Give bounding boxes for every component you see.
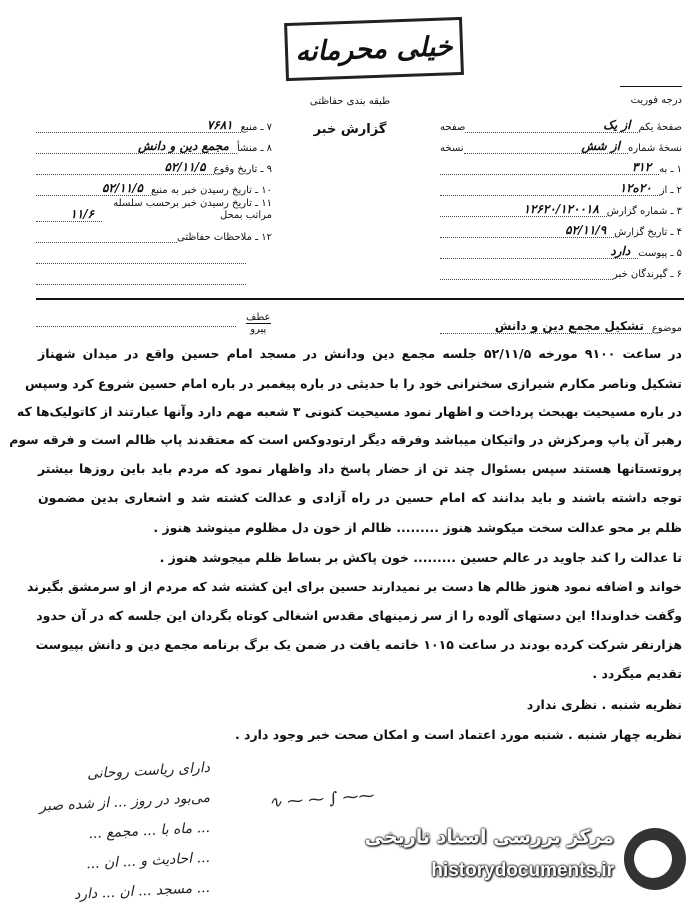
field-label: ۵ ـ پیوست (638, 248, 682, 259)
subject-value: تشکیل مجمع دین و دانش (440, 319, 652, 334)
right-fields (440, 112, 682, 299)
form-field (36, 154, 272, 175)
field-value (36, 242, 177, 243)
assessment-note: نظریه شنبه . نظری ندارد (526, 697, 682, 712)
form-field (440, 175, 682, 196)
ref-top: عطف (246, 312, 271, 323)
field-label: ۱۰ ـ تاریخ رسیدن خبر به منبع (150, 185, 272, 196)
body-line: رهبر آن پاپ ومرکزش در واتیکان میباشد وفرقه دیگر ارتودوکس است که معتقدند پاپ ظالم است و فرقه سوم (9, 432, 682, 447)
field-value: ۵۲/۱۱/۵ (36, 181, 151, 196)
field-label: ۹ ـ تاریخ وقوع (213, 164, 272, 175)
field-label: ۶ ـ گیرندگان خبر (612, 269, 682, 280)
field-label: ۱۲ ـ ملاحظات حفاظتی (177, 232, 272, 243)
form-field (440, 133, 682, 154)
subject-field (440, 316, 682, 334)
form-field (36, 112, 272, 133)
body-line: در باره مسیحیت بهبحث پرداخت و اظهار نمود مسیحیت کنونی ۳ شعبه مهم دارد وآنها عبارتند از کاتولیک‌ها که (16, 404, 682, 419)
field-value: ۱۱/۶ (36, 207, 102, 222)
subject-label: موضوع (651, 323, 682, 334)
blank-line (440, 280, 655, 299)
field-label: ۱۱ ـ تاریخ رسیدن خبر برحسب سلسله مراتب بمحل (113, 198, 272, 221)
handwritten-notes (10, 758, 210, 908)
field-value: ۵۲/۱۱/۵ (36, 160, 214, 175)
field-value: ۵۲/۱۱/۹ (440, 223, 614, 238)
header-divider (36, 298, 684, 300)
watermark-site: historydocuments.ir (431, 860, 614, 881)
form-field (440, 154, 682, 175)
body-line: هزارنفر شرکت کرده بودند در ساعت ۱۰۱۵ خاتمه یافت در ضمن یک برگ برنامه مجمع دین و دانش بپیوست (35, 637, 682, 652)
form-field (36, 175, 272, 196)
body-line: در ساعت ۹۱۰۰ مورخه ۵۲/۱۱/۵ جلسه مجمع دین ودانش در مسجد امام حسین واقع در میدان شهناز (38, 346, 682, 361)
form-field (440, 217, 682, 238)
signature: ⁓⁓ ∫ ⁓ ⁓ ∿ (267, 785, 376, 812)
field-label: صفحهٔ یکم (638, 122, 682, 133)
form-field (36, 196, 272, 222)
form-field (440, 238, 682, 259)
body-line: خواند و اضافه نمود هنوز ظالم ها دست بر نمیدارند حسین برای این کشته شد که مردم از او سرمشق بگیرند (26, 579, 682, 594)
form-field (36, 222, 272, 243)
field-label: نسخهٔ شماره (628, 143, 682, 154)
form-field (440, 112, 682, 133)
field-value: دارد (440, 244, 638, 259)
field-suffix: صفحه (440, 122, 466, 133)
left-fields (36, 112, 272, 285)
watermark-logo-icon (624, 828, 686, 890)
stamp-text: خیلی محرمانه (294, 30, 454, 68)
handwritten-line: ... احادیث و ... ان ... (85, 849, 211, 873)
field-value (440, 279, 613, 280)
form-field (440, 196, 682, 217)
form-field (440, 259, 682, 280)
body-line: تا عدالت را کند جاوید در عالم حسین ......... خون پاکش بر بساط ظلم میجوشد هنوز . (159, 550, 682, 565)
field-value: مجمع دین و دانش (36, 139, 237, 154)
handwritten-line: می‌بود در روز ... از شده صبر (38, 789, 211, 815)
field-label: ۴ ـ تاریخ گزارش (614, 227, 682, 238)
body-line: پروتستانها هستند سپس بسئوال چند تن از حضار پاسخ داد واظهار نمود که مردم باید باین روزها بیشتر (38, 461, 682, 476)
handwritten-line: ... ماه با ... مجمع ... (87, 819, 211, 843)
body-line: وگفت خداوندا! این دستهای آلوده را از سر زمینهای مقدس اشغالی کوتاه بگردان این جلسه که در آن حدود (36, 608, 682, 623)
blank-line (36, 243, 246, 264)
form-field (36, 133, 272, 154)
watermark-name: مرکز بررسی اسناد تاریخی (364, 826, 614, 848)
blank-line (36, 264, 246, 285)
field-label: ۱ ـ به (659, 164, 682, 175)
field-value: ۷۶۸۱ (36, 118, 241, 133)
field-value: از شش (464, 139, 628, 154)
body-line: تقدیم میگردد . (592, 666, 682, 681)
watermark (364, 820, 686, 905)
assessment-note: نظریه چهار شنبه . شنبه مورد اعتماد است و امکان صحت خبر وجود دارد . (234, 727, 682, 742)
handwritten-line: دارای ریاست روحانی (86, 759, 211, 783)
ref-line (36, 326, 236, 327)
handwritten-line: ... مسجد ... ان ... دارد (73, 879, 211, 903)
body-line: تشکیل وناصر مکارم شیرازی سخنرانی خود را با حدیثی در باره پیغمبر در باره امام حسین شروع کرد وسپس (25, 376, 682, 391)
field-value: ۳۱۲ (440, 160, 659, 175)
ref-bottom: پیرو (250, 324, 267, 335)
form-title: گزارش خبر (313, 122, 387, 137)
ref-fraction (246, 312, 271, 335)
field-value: ۱۲۶۲۰/۱۲۰۰۱۸ (440, 202, 607, 217)
classification-label: طبقه بندی حفاظتی (309, 96, 391, 107)
field-label: ۷ ـ منبع (240, 122, 272, 133)
field-label: ۸ ـ منشأ (236, 143, 272, 154)
urgency-label: درجه فوریت (630, 95, 682, 106)
field-value: از یک (465, 118, 638, 133)
field-label: ۲ ـ از (659, 185, 682, 196)
body-line: توجه داشته باشند و باید بدانند که امام حسین در راه آزادی و عدالت کشته شد و اشعاری بدین مضمون (38, 490, 682, 505)
classification-stamp (284, 17, 464, 81)
field-label: ۳ ـ شماره گزارش (606, 206, 682, 217)
field-suffix: نسخه (440, 143, 464, 154)
divider (620, 86, 682, 87)
body-line: ظلم بر محو عدالت سخت میکوشد هنوز ......... ظالم از خون دل مظلوم مینوشد هنوز . (153, 520, 682, 535)
field-value: ۲۰ه۱۲ (440, 181, 660, 196)
